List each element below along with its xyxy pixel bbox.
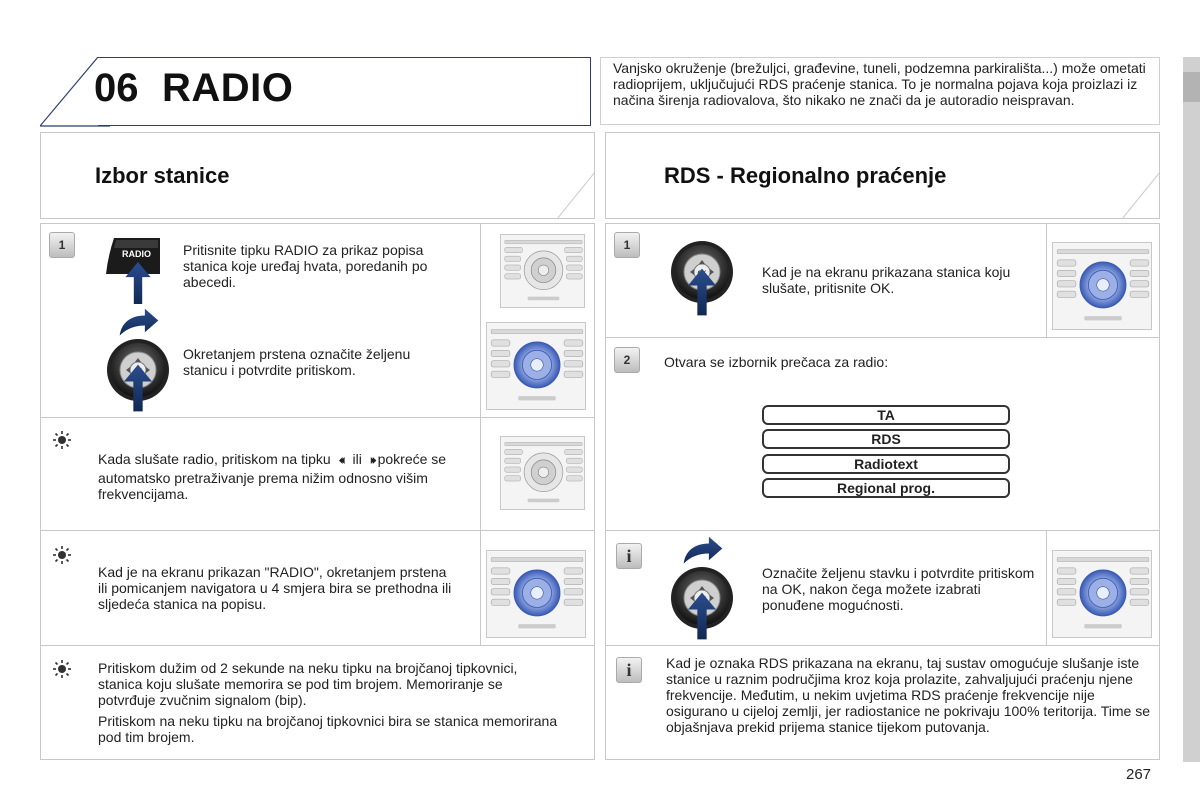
left-divider-3 xyxy=(40,645,595,646)
right-divider-3 xyxy=(605,645,1160,646)
page-number: 267 xyxy=(1126,766,1152,783)
right-info2-text: Kad je oznaka RDS prikazana na ekranu, taj sustav omogućuje slušanje iste stanice u raznim područjima kroz koja prolazite, zahvaljujući praćenju njene frekvencije. Međutim, u nekim uvjetima RDS praćenje frekvencije nije osigurano u cijeloj zemlji, jer radiostanice ne pokrivaju 100% teritorija. Time se objašnjava prekid prijema stanice tijekom putovanja. xyxy=(666,655,1151,735)
step-badge-1: 1 xyxy=(614,232,640,258)
tip1-text-before: Kada slušate radio, pritiskom na tipku xyxy=(98,451,331,467)
menu-item-radiotext[interactable]: Radiotext xyxy=(762,454,1010,474)
step-badge-1: 1 xyxy=(49,232,75,258)
menu-item-regional-prog[interactable]: Regional prog. xyxy=(762,478,1010,498)
tip-sun-icon xyxy=(52,659,72,679)
intro-note: Vanjsko okruženje (brežuljci, građevine, tuneli, podzemna parkirališta...) može ometati radioprijem, uključujući RDS praćenje stanica. To je normalna pojava koja proizlazi iz načina širenja radiovalova, što nikako ne znači da je autoradio neispravan. xyxy=(600,57,1160,125)
menu-item-rds[interactable]: RDS xyxy=(762,429,1010,449)
info-icon: i xyxy=(616,657,642,683)
right-section-header xyxy=(605,132,1160,219)
left-divider-2 xyxy=(40,530,595,531)
left-image-column-divider xyxy=(480,223,481,645)
info-icon: i xyxy=(616,543,642,569)
tip-sun-icon xyxy=(52,430,72,450)
tip-sun-icon xyxy=(52,545,72,565)
tip2-text: Kad je na ekranu prikazan "RADIO", okretanjem prstena ili pomicanjem navigatora u 4 smjera bira se prethodna ili sljedeća stanica na popisu. xyxy=(98,564,452,612)
press-arrow-icon xyxy=(688,268,716,316)
page-fold-decoration xyxy=(1100,132,1160,219)
right-image-column-divider xyxy=(1046,530,1047,645)
radio-unit-image xyxy=(1052,550,1152,638)
step1-text-a: Pritisnite tipku RADIO za prikaz popisa stanica koje uređaj hvata, poredanih po abecedi. xyxy=(183,242,428,290)
right-divider-1 xyxy=(605,337,1160,338)
seek-back-icon: ⏴⏴ xyxy=(338,456,343,467)
menu-item-ta[interactable]: TA xyxy=(762,405,1010,425)
page-fold-decoration xyxy=(535,132,595,219)
chapter-number: 06 xyxy=(94,66,139,110)
step-badge-2: 2 xyxy=(614,347,640,373)
rotate-arrow-icon xyxy=(118,308,160,338)
left-section-header xyxy=(40,132,595,219)
radio-unit-image xyxy=(486,550,586,638)
chapter-title: RADIO xyxy=(162,66,294,110)
side-tab-marker xyxy=(1183,72,1200,102)
press-arrow-icon xyxy=(124,364,152,412)
side-tab-bar xyxy=(1183,57,1200,762)
left-divider-1 xyxy=(40,417,595,418)
press-arrow-icon xyxy=(124,262,152,304)
right-image-column-divider xyxy=(1046,223,1047,337)
radio-button-label: RADIO xyxy=(122,249,151,259)
right-section-title: RDS - Regionalno praćenje xyxy=(664,163,947,188)
left-section-title: Izbor stanice xyxy=(95,163,230,188)
radio-unit-image xyxy=(486,322,586,410)
right-step2-text: Otvara se izbornik prečaca za radio: xyxy=(664,354,889,370)
tip3-text-b: Pritiskom na neku tipku na brojčanoj tipkovnici bira se stanica memorirana pod tim brojem. xyxy=(98,713,558,745)
step1-text-b: Okretanjem prstena označite željenu stanicu i potvrdite pritiskom. xyxy=(183,346,411,378)
radio-unit-image xyxy=(500,234,585,308)
radio-unit-image xyxy=(1052,242,1152,330)
radio-unit-image xyxy=(500,436,585,510)
press-arrow-icon xyxy=(688,592,716,640)
right-step1-text: Kad je na ekranu prikazana stanica koju slušate, pritisnite OK. xyxy=(762,264,1011,296)
tip1-text-after: pokreće se automatsko pretraživanje prema nižim odnosno višim frekvencijama. xyxy=(98,451,447,502)
tip1-or: ili xyxy=(352,451,362,467)
seek-forward-icon: ⏵⏵ xyxy=(369,456,374,467)
tip3-text-a: Pritiskom dužim od 2 sekunde na neku tipku na brojčanoj tipkovnici, stanica koju slušate memorira se pod tim brojem. Memoriranje se potvrđuje zvučnim signalom (bip). xyxy=(98,660,518,708)
right-info1-text: Označite željenu stavku i potvrdite pritiskom na OK, nakon čega možete izabrati ponuđene mogućnosti. xyxy=(762,565,1035,613)
right-divider-2 xyxy=(605,530,1160,531)
rotate-arrow-icon xyxy=(682,536,724,566)
tip1-text xyxy=(98,451,468,502)
